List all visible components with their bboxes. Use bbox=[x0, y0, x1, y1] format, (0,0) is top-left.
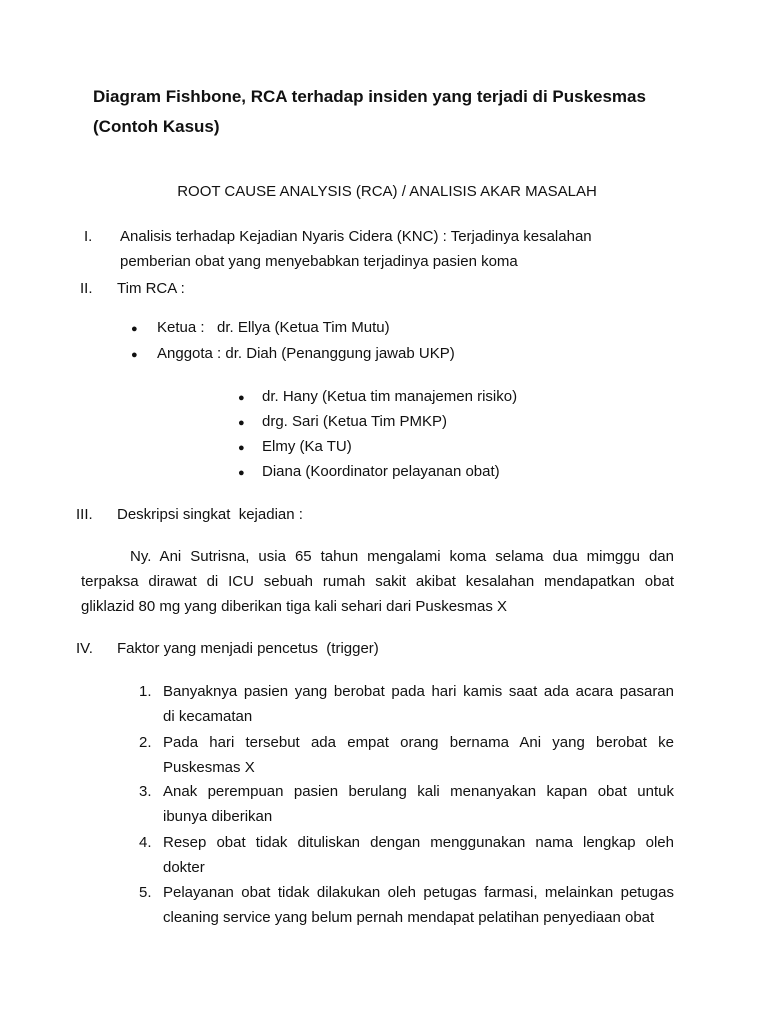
trigger-item-number: 4. bbox=[139, 834, 152, 851]
document-title-line2: (Contoh Kasus) bbox=[93, 117, 220, 136]
trigger-item-number: 5. bbox=[139, 884, 152, 901]
team-leader-item: Ketua : dr. Ellya (Ketua Tim Mutu) bbox=[157, 319, 390, 336]
bullet-icon: ● bbox=[238, 417, 245, 429]
team-sub-member-item: dr. Hany (Ketua tim manajemen risiko) bbox=[262, 388, 518, 405]
incident-description-line3: gliklazid 80 mg yang diberikan tiga kali sehari dari Puskesmas X bbox=[81, 598, 508, 615]
section-number-3: III. bbox=[76, 506, 93, 523]
bullet-icon: ● bbox=[238, 442, 245, 454]
incident-description-line2: terpaksa dirawat di ICU sebuah rumah sakit akibat kesalahan mendapatkan obat bbox=[81, 573, 674, 590]
trigger-item-line2: cleaning service yang belum pernah mendapat pelatihan penyediaan obat bbox=[163, 909, 655, 926]
trigger-item-line2: di kecamatan bbox=[163, 708, 253, 725]
bullet-icon: ● bbox=[131, 323, 138, 335]
trigger-item-line1: Resep obat tidak dituliskan dengan menggunakan nama lengkap oleh bbox=[163, 834, 674, 851]
trigger-item-number: 1. bbox=[139, 683, 152, 700]
team-sub-member-item: drg. Sari (Ketua Tim PMKP) bbox=[262, 413, 448, 430]
section1-text-line1: Analisis terhadap Kejadian Nyaris Cidera (KNC) : Terjadinya kesalahan bbox=[120, 228, 592, 245]
bullet-icon: ● bbox=[238, 467, 245, 479]
section4-label: Faktor yang menjadi pencetus (trigger) bbox=[117, 640, 379, 657]
team-member-item: Anggota : dr. Diah (Penanggung jawab UKP) bbox=[157, 345, 455, 362]
section-heading-rca: ROOT CAUSE ANALYSIS (RCA) / ANALISIS AKAR MASALAH bbox=[177, 183, 597, 200]
section-number-1: I. bbox=[84, 228, 93, 245]
bullet-icon: ● bbox=[131, 349, 138, 361]
trigger-item-line2: ibunya diberikan bbox=[163, 808, 273, 825]
section1-text-line2: pemberian obat yang menyebabkan terjadinya pasien koma bbox=[120, 253, 518, 270]
incident-description-line1: Ny. Ani Sutrisna, usia 65 tahun mengalami koma selama dua mimggu dan bbox=[130, 548, 674, 565]
trigger-item-line1: Anak perempuan pasien berulang kali menanyakan kapan obat untuk bbox=[163, 783, 674, 800]
trigger-item-line1: Pada hari tersebut ada empat orang bernama Ani yang berobat ke bbox=[163, 734, 674, 751]
section-number-2: II. bbox=[80, 280, 93, 297]
trigger-item-line1: Pelayanan obat tidak dilakukan oleh petugas farmasi, melainkan petugas bbox=[163, 884, 674, 901]
section-number-4: IV. bbox=[76, 640, 93, 657]
trigger-item-number: 2. bbox=[139, 734, 152, 751]
bullet-icon: ● bbox=[238, 392, 245, 404]
team-sub-member-item: Diana (Koordinator pelayanan obat) bbox=[262, 463, 500, 480]
document-title-line1: Diagram Fishbone, RCA terhadap insiden yang terjadi di Puskesmas bbox=[93, 87, 646, 106]
section2-label: Tim RCA : bbox=[117, 280, 185, 297]
trigger-item-line2: dokter bbox=[163, 859, 205, 876]
section3-label: Deskripsi singkat kejadian : bbox=[117, 506, 303, 523]
trigger-item-line2: Puskesmas X bbox=[163, 759, 255, 776]
team-sub-member-item: Elmy (Ka TU) bbox=[262, 438, 352, 455]
trigger-item-number: 3. bbox=[139, 783, 152, 800]
trigger-item-line1: Banyaknya pasien yang berobat pada hari kamis saat ada acara pasaran bbox=[163, 683, 674, 700]
